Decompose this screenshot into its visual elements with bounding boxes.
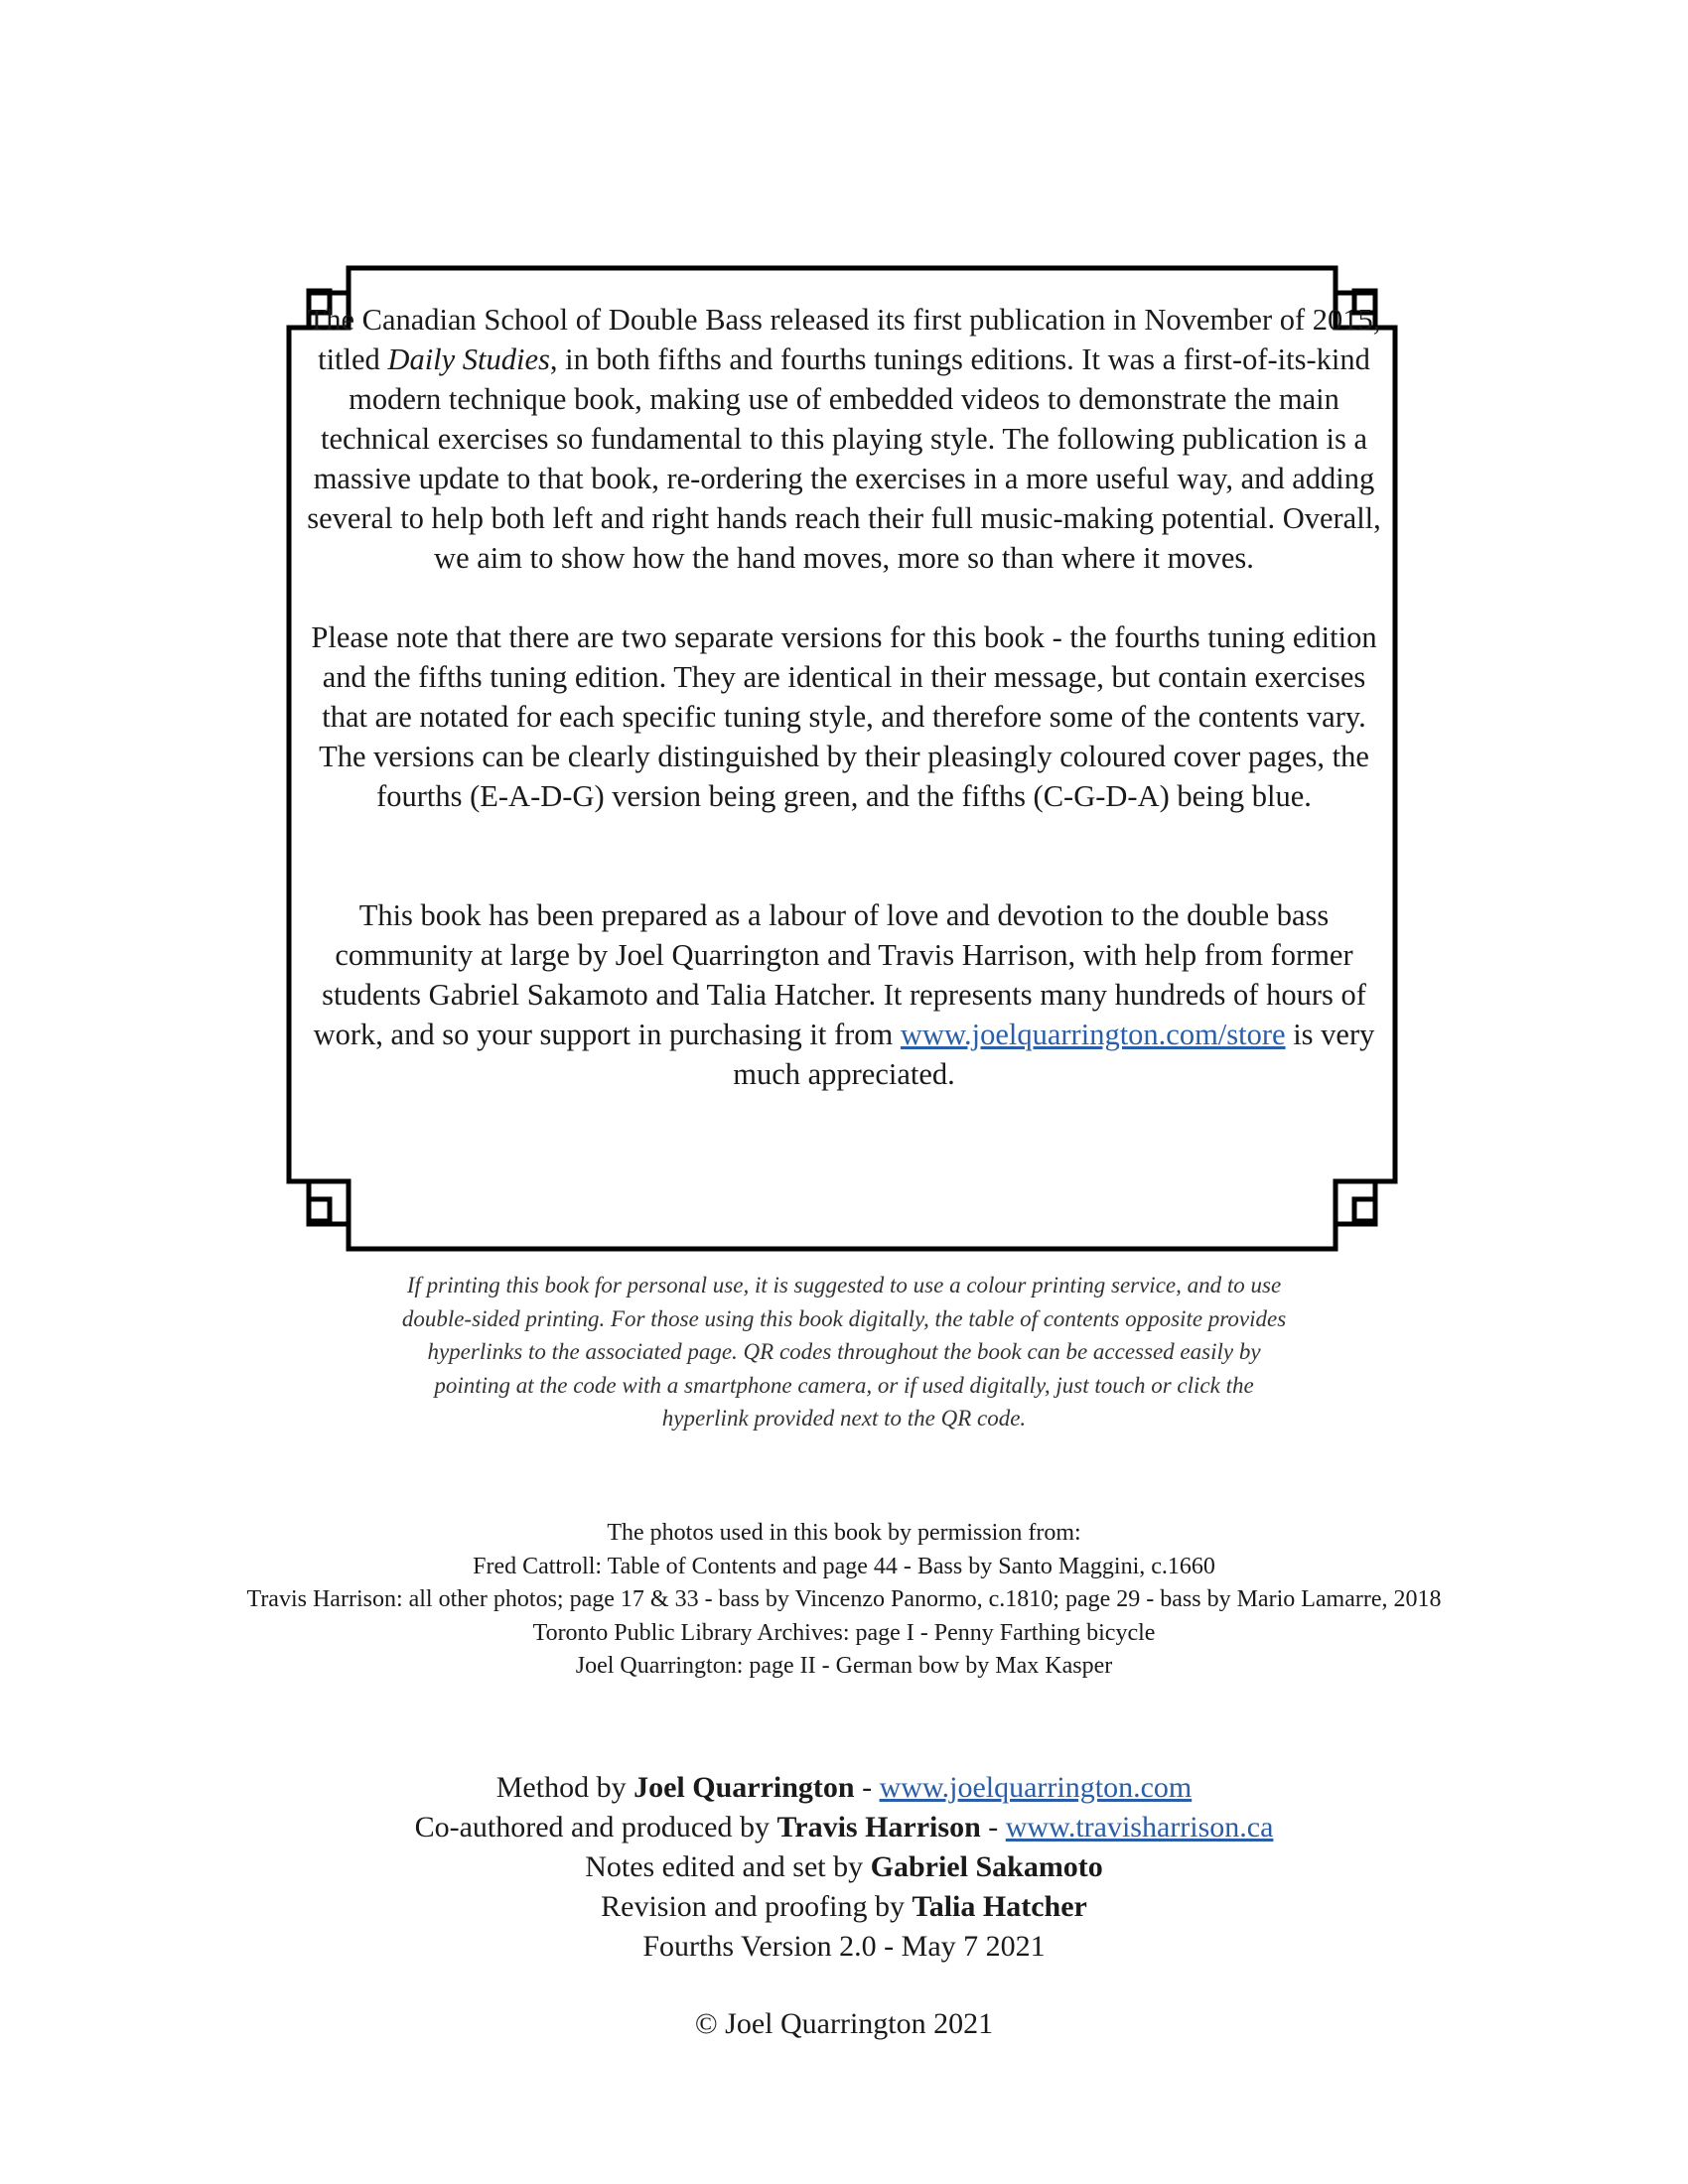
intro-text-box: [298, 300, 1390, 1094]
photo-credits: [149, 1517, 1539, 1684]
printing-note: If printing this book for personal use, it is suggested to use a colour printing service, and to use double-sided printing. For those using this book digitally, the table of contents opposite provides hyperlinks to the associated page. QR codes throughout the book can be accessed easily by pointing at the code with a smartphone camera, or if used digitally, just touch or click the hyperlink provided next to the QR code.: [401, 1273, 1287, 1431]
notes-credit-label: Notes edited and set by: [585, 1850, 871, 1883]
corner-ornament-bottom-left: [309, 1181, 349, 1224]
intro-paragraph-1: [298, 300, 1390, 578]
method-credit-label: Method by: [495, 1771, 634, 1804]
intro-paragraph-3-start: This book has been prepared as a labour of love and devotion to the double bass community at large by Joel Quarrington and Travis Harrison, with help from former students Gabriel Sakamoto and Talia Hatcher. It represents many hundreds of hours of work, and so your support in purchasing it from: [313, 898, 1366, 1051]
copyright-notice: © Joel Quarrington 2021: [694, 2007, 994, 2040]
coauthor-credit: [248, 1808, 1440, 1847]
author-credits: [248, 1768, 1440, 1967]
revision-credit-label: Revision and proofing by: [601, 1890, 913, 1923]
intro-paragraph-2: Please note that there are two separate versions for this book - the fourths tuning edition and the fifths tuning edition. They are identical in their message, but contain exercises that are notated for each specific tuning style, and therefore some of the contents vary. The versions can be clearly distinguished by their pleasingly coloured cover pages, the fourths (E-A-D-G) version being green, and the fifths (C-G-D-A) being blue.: [311, 620, 1377, 813]
photo-credits-heading: The photos used in this book by permission from:: [607, 1520, 1081, 1546]
photo-credit-line: Travis Harrison: all other photos; page 17 & 33 - bass by Vincenzo Panormo, c.1810; page 29 - bass by Mario Lamarre, 2018: [246, 1586, 1442, 1612]
method-author-name: Joel Quarrington: [633, 1771, 855, 1804]
photo-credit-line: Toronto Public Library Archives: page I - Penny Farthing bicycle: [532, 1619, 1156, 1646]
intro-paragraph-1-start: The Canadian School of Double Bass released its first publication in November of 2015, titled: [307, 303, 1381, 376]
method-credit: [248, 1768, 1440, 1808]
coauthor-name: Travis Harrison: [776, 1811, 981, 1843]
intro-paragraph-3-end: is very much appreciated.: [733, 1018, 1375, 1091]
intro-paragraph-1-end: , in both fifths and fourths tunings editions. It was a first-of-its-kind modern technique book, making use of embedded videos to demonstrate the main technical exercises so fundamental to this playing style. The following publication is a massive update to that book, re-ordering the exercises in a more useful way, and adding several to help both left and right hands reach their full music-making potential. Overall, we aim to show how the hand moves, more so than where it moves.: [307, 342, 1381, 575]
travisharrison-website-link[interactable]: www.travisharrison.ca: [1005, 1811, 1274, 1843]
photo-credit-line: Joel Quarrington: page II - German bow by Max Kasper: [575, 1653, 1113, 1679]
store-link[interactable]: www.joelquarrington.com/store: [900, 1018, 1286, 1051]
corner-ornament-bottom-right: [1336, 1181, 1375, 1224]
separator: -: [854, 1771, 880, 1804]
notes-editor-name: Gabriel Sakamoto: [870, 1850, 1103, 1883]
intro-paragraph-3: [298, 895, 1390, 1094]
separator: -: [980, 1811, 1006, 1843]
notes-credit: [248, 1847, 1440, 1887]
version-info: Fourths Version 2.0 - May 7 2021: [642, 1930, 1046, 1963]
photo-credit-line: Fred Cattroll: Table of Contents and page 44 - Bass by Santo Maggini, c.1660: [473, 1553, 1215, 1579]
revision-editor-name: Talia Hatcher: [912, 1890, 1087, 1923]
book-title-daily-studies: Daily Studies: [387, 342, 550, 376]
joelquarrington-website-link[interactable]: www.joelquarrington.com: [879, 1771, 1193, 1804]
coauthor-credit-label: Co-authored and produced by: [414, 1811, 777, 1843]
revision-credit: [248, 1887, 1440, 1927]
